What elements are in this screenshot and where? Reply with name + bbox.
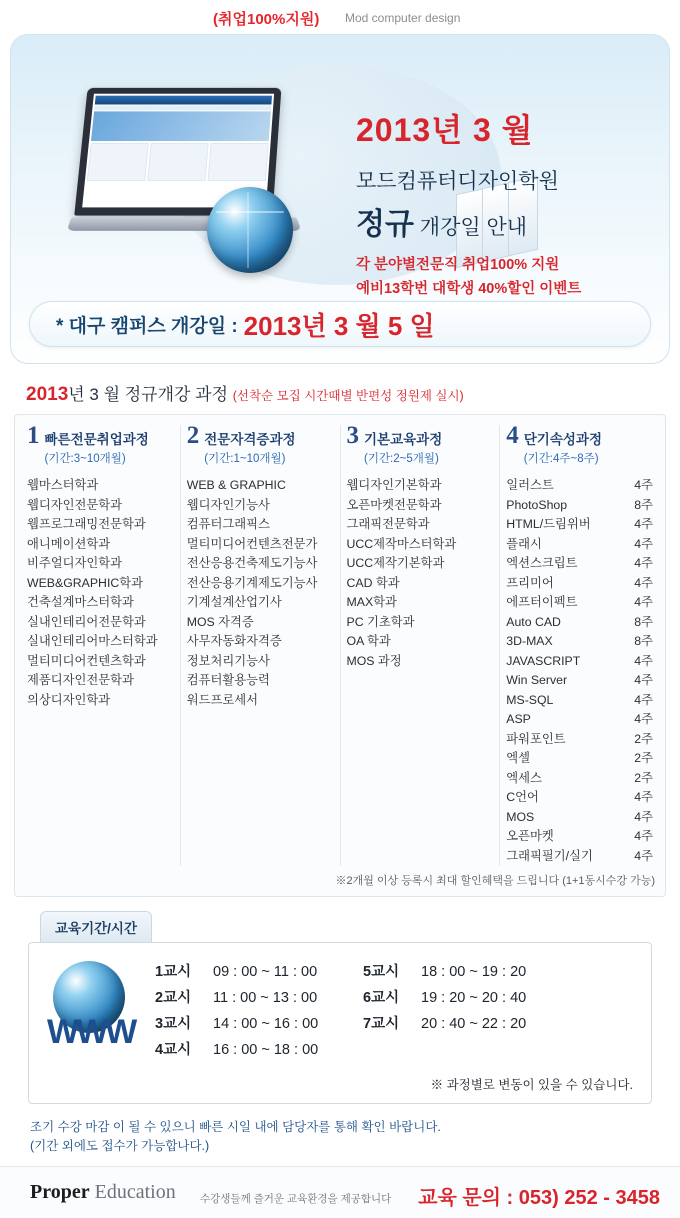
- item-weeks: 4주: [634, 692, 653, 707]
- schedule-row: [155, 959, 641, 985]
- item-name: 그래픽필기/실기: [506, 848, 593, 863]
- list-item: [506, 710, 653, 730]
- period-label-2: [363, 1037, 421, 1063]
- logo-primary: Proper: [30, 1181, 90, 1203]
- course-duration: (기간:4주~8주): [523, 453, 599, 465]
- list-item: 제품디자인전문학과: [27, 673, 134, 687]
- course-list: [506, 476, 653, 866]
- item-weeks: 4주: [634, 478, 653, 492]
- list-item: 웹디자인기본학과: [346, 478, 442, 492]
- course-duration: (기간:1~10개월): [204, 453, 286, 465]
- item-name: 파워포인트: [506, 731, 566, 746]
- item-name: HTML/드림위버: [506, 517, 591, 531]
- list-item: 실내인테리어마스터학과: [27, 634, 158, 648]
- course-column-3: [340, 422, 500, 866]
- item-name: 플래시: [506, 536, 542, 551]
- schedule-row: [155, 1011, 641, 1037]
- item-name: Win Server: [506, 673, 568, 687]
- period-label: 1교시: [155, 964, 192, 980]
- list-item: [506, 554, 653, 574]
- list-item: 애니메이션학과: [27, 536, 111, 551]
- course-column-1: [21, 422, 180, 866]
- hero-red-line-1: 각 분야별전문직 취업100% 지원: [356, 257, 560, 273]
- hero-red-line-2: 예비13학번 대학생 40%할인 이벤트: [356, 281, 582, 297]
- list-item: [506, 535, 653, 555]
- course-number: 2: [186, 422, 200, 449]
- www-text: WWW: [47, 1013, 135, 1051]
- courses-panel: [14, 414, 666, 897]
- logo-secondary: Education: [94, 1181, 176, 1203]
- schedule-row: [155, 985, 641, 1011]
- item-name: Auto CAD: [506, 614, 561, 629]
- list-item: 전산응용기계제도기능사: [186, 575, 318, 590]
- brand-label: Mod computer design: [345, 11, 461, 25]
- list-item: 웹디자인기능사: [186, 497, 270, 512]
- list-item: WEB&GRAPHIC학과: [27, 575, 143, 590]
- list-item: [506, 574, 653, 594]
- top-bar: [0, 0, 680, 34]
- list-item: MOS 과정: [346, 653, 402, 668]
- course-duration: (기간:3~10개월): [44, 453, 126, 465]
- course-list: [347, 476, 494, 671]
- period-time-2: 18 : 00 ~ 19 : 20: [421, 964, 527, 980]
- www-globe-illustration: [39, 955, 149, 1093]
- period-label-2: 6교시: [363, 990, 400, 1006]
- list-item: [506, 671, 653, 691]
- list-item: 비주얼디자인학과: [27, 556, 123, 570]
- item-name: 엑세스: [506, 770, 542, 785]
- item-name: PhotoShop: [506, 497, 568, 512]
- section-heading-year: 2013: [26, 384, 69, 405]
- list-item: [506, 652, 653, 672]
- period-time-2: 20 : 40 ~ 22 : 20: [421, 1016, 527, 1032]
- list-item: 기계설계산업기사: [186, 595, 282, 609]
- course-number: 1: [27, 422, 40, 449]
- item-name: MOS: [506, 809, 535, 824]
- period-time: 11 : 00 ~ 13 : 00: [213, 990, 318, 1006]
- period-time: 14 : 00 ~ 16 : 00: [213, 1016, 319, 1032]
- campus-date: 2013년 3 월 5 일: [243, 310, 435, 341]
- period-label: 3교시: [155, 1016, 192, 1032]
- list-item: [506, 593, 653, 613]
- logo-tagline: 수강생들께 즐거운 교육환경을 제공합니다: [200, 1193, 392, 1205]
- footer-bar: [0, 1166, 680, 1218]
- list-item: UCC제작마스터학과: [346, 536, 457, 551]
- course-title: 단기속성과정: [523, 432, 602, 447]
- item-name: MS-SQL: [506, 692, 554, 707]
- course-title: 전문자격증과정: [204, 432, 296, 447]
- hero-opening-rest: 개강일 안내: [413, 216, 528, 239]
- period-label-2: 7교시: [363, 1016, 400, 1032]
- logo: [30, 1181, 176, 1204]
- list-item: [506, 496, 653, 516]
- list-item: [506, 613, 653, 633]
- item-weeks: 4주: [634, 653, 653, 668]
- list-item: 전산응용건축제도기능사: [186, 556, 318, 570]
- schedule-box: [28, 942, 652, 1104]
- footer-notes: [30, 1118, 680, 1156]
- campus-label: * 대구 캠퍼스 개강일 :: [56, 315, 238, 337]
- schedule-rows: [155, 955, 641, 1093]
- item-weeks: 4주: [634, 536, 653, 551]
- item-weeks: 4주: [634, 790, 653, 804]
- item-name: 프리미어: [506, 575, 554, 590]
- item-name: 엑션스크립트: [506, 556, 578, 570]
- course-duration: (기간:2~5개월): [364, 453, 439, 465]
- list-item: 컴퓨터활용능력: [186, 673, 270, 687]
- list-item: WEB & GRAPHIC: [186, 478, 286, 492]
- list-item: 오픈마켓전문학과: [346, 497, 442, 512]
- item-weeks: 4주: [634, 829, 653, 843]
- course-number: 4: [506, 422, 519, 449]
- item-weeks: 4주: [634, 673, 653, 687]
- course-list: [27, 476, 174, 710]
- item-name: 오픈마켓: [506, 829, 554, 843]
- list-item: [506, 808, 653, 828]
- list-item: [506, 730, 653, 750]
- list-item: 사무자동화자격증: [186, 634, 282, 648]
- item-weeks: 2주: [634, 751, 653, 765]
- course-column-4: [499, 422, 659, 866]
- item-weeks: 4주: [634, 556, 653, 570]
- item-weeks: 4주: [634, 848, 653, 863]
- list-item: 실내인테리어전문학과: [27, 614, 146, 629]
- list-item: 정보처리기능사: [186, 653, 270, 668]
- period-label-2: 5교시: [363, 964, 400, 980]
- list-item: [506, 515, 653, 535]
- item-name: JAVASCRIPT: [506, 653, 581, 668]
- item-name: 일러스트: [506, 478, 554, 492]
- list-item: OA 학과: [346, 634, 391, 648]
- contact-phone: 교육 문의 : 053) 252 - 3458: [418, 1187, 660, 1209]
- section-heading-text: 년 3 월 정규개강 과정: [68, 385, 233, 404]
- list-item: MOS 자격증: [186, 614, 254, 629]
- period-time-2: [421, 1037, 571, 1063]
- schedule-note: ※ 과정별로 변동이 있을 수 있습니다.: [430, 1078, 633, 1092]
- hero-opening-bold: 정규: [356, 208, 414, 241]
- item-name: ASP: [506, 712, 531, 726]
- list-item: [506, 847, 653, 867]
- hero-academy-name: 모드컴퓨터디자인학원: [356, 170, 559, 193]
- list-item: 웹디자인전문학과: [27, 497, 123, 512]
- period-time: 09 : 00 ~ 11 : 00: [213, 964, 318, 980]
- item-weeks: 2주: [634, 731, 653, 746]
- section-heading-note: (선착순 모집 시간때별 반편성 정원제 실시): [232, 389, 464, 403]
- footer-note-1: 조기 수강 마감 이 될 수 있으니 빠른 시일 내에 담당자를 통해 확인 바랍니다.: [30, 1120, 441, 1134]
- item-weeks: 8주: [634, 634, 653, 648]
- list-item: 웹마스터학과: [27, 478, 99, 492]
- discount-note: ※2개월 이상 등록시 최대 할인혜택을 드립니다 (1+1동시수강 가능): [335, 875, 655, 887]
- item-name: C언어: [506, 790, 539, 804]
- item-name: 3D-MAX: [506, 634, 553, 648]
- list-item: 웹프로그래밍전문학과: [27, 517, 146, 531]
- list-item: 건축설계마스터학과: [27, 595, 134, 609]
- section-heading: [26, 380, 680, 406]
- item-weeks: 4주: [634, 712, 653, 726]
- course-list: [187, 476, 334, 710]
- list-item: 그래픽전문학과: [346, 517, 430, 531]
- campus-opening-band: [29, 301, 651, 347]
- hero-year-month: 2013년 3 월: [356, 112, 534, 148]
- list-item: 멀티미디어컨텐츠학과: [27, 653, 146, 668]
- course-number: 3: [346, 422, 359, 449]
- list-item: 의상디자인학과: [27, 692, 111, 707]
- item-name: 에프터이펙트: [506, 595, 578, 609]
- course-title: 기본교육과정: [364, 432, 443, 447]
- schedule-row: [155, 1037, 641, 1063]
- list-item: [506, 749, 653, 769]
- list-item: [506, 632, 653, 652]
- hero-opening-notice: [356, 199, 670, 243]
- course-title: 빠른전문취업과정: [44, 432, 149, 447]
- list-item: 컴퓨터그래픽스: [186, 517, 270, 531]
- list-item: [506, 476, 653, 496]
- item-weeks: 8주: [634, 614, 653, 629]
- item-weeks: 4주: [634, 517, 653, 531]
- list-item: [506, 827, 653, 847]
- list-item: [506, 691, 653, 711]
- list-item: PC 기초학과: [346, 614, 415, 629]
- period-label: 4교시: [155, 1042, 192, 1058]
- footer-note-2: (기간 외에도 접수가 가능합나다.): [30, 1139, 210, 1153]
- period-label: 2교시: [155, 990, 192, 1006]
- item-weeks: 2주: [634, 770, 653, 785]
- item-weeks: 8주: [634, 497, 653, 512]
- item-weeks: 4주: [634, 575, 653, 590]
- list-item: 멀티미디어컨텐츠전문가: [186, 536, 318, 551]
- period-time-2: 19 : 20 ~ 20 : 40: [421, 990, 527, 1006]
- item-weeks: 4주: [634, 809, 653, 824]
- employment-support-badge: (취업100%지원): [213, 11, 320, 28]
- list-item: CAD 학과: [346, 575, 400, 590]
- item-weeks: 4주: [634, 595, 653, 609]
- hero-banner: [10, 34, 670, 364]
- item-name: 엑셀: [506, 751, 531, 765]
- course-column-2: [180, 422, 340, 866]
- list-item: [506, 788, 653, 808]
- hero-text-block: [356, 105, 670, 298]
- list-item: [506, 769, 653, 789]
- list-item: 워드프로세서: [186, 692, 259, 707]
- globe-icon: [207, 187, 293, 273]
- schedule-tab-label: 교육기간/시간: [40, 911, 152, 942]
- list-item: MAX학과: [346, 595, 397, 609]
- period-time: 16 : 00 ~ 18 : 00: [213, 1042, 319, 1058]
- list-item: UCC제작기본학과: [346, 556, 445, 570]
